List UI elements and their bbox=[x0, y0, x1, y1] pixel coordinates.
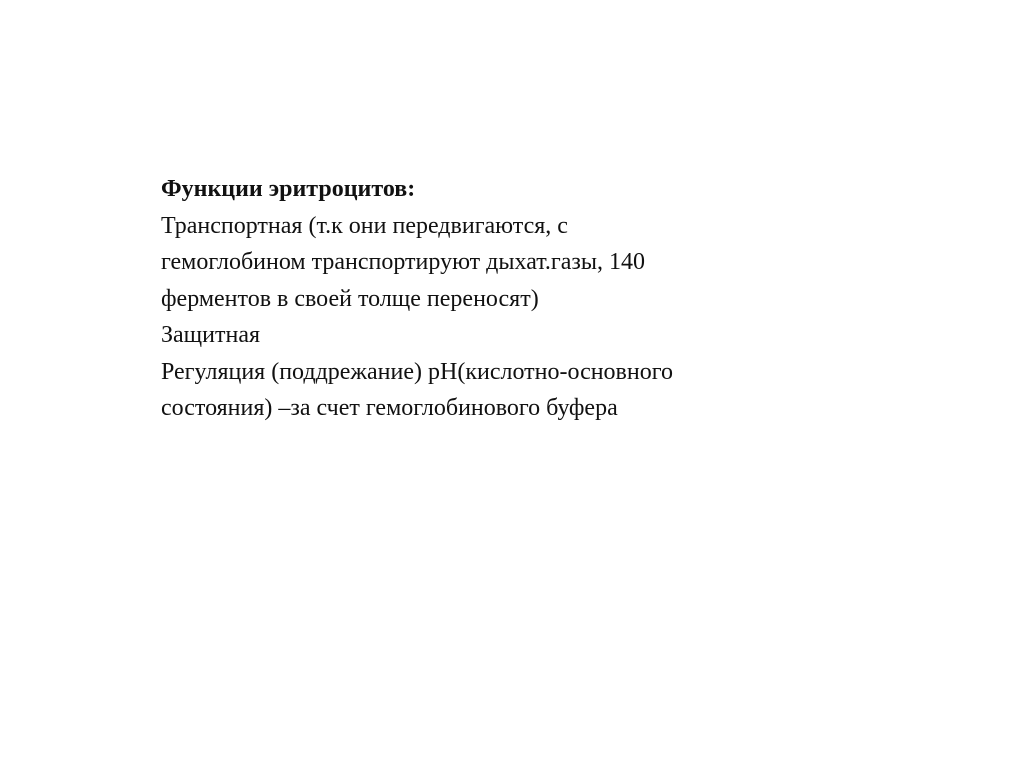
text-line-regulation-2: состояния) –за счет гемоглобинового буфера bbox=[161, 395, 618, 421]
slide-heading: Функции эритроцитов: bbox=[161, 176, 416, 202]
text-line-transport-2: гемоглобином транспортируют дыхат.газы, 140 bbox=[161, 249, 646, 275]
text-line-protective: Защитная bbox=[161, 322, 261, 348]
slide-text-block bbox=[161, 171, 921, 427]
text-line-transport-1: Транспортная (т.к они передвигаются, с bbox=[161, 212, 568, 239]
text-line-regulation-1: Регуляция (поддрежание) pH(кислотно-основного bbox=[161, 358, 673, 385]
text-line-transport-3: ферментов в своей толще переносят) bbox=[161, 285, 539, 312]
